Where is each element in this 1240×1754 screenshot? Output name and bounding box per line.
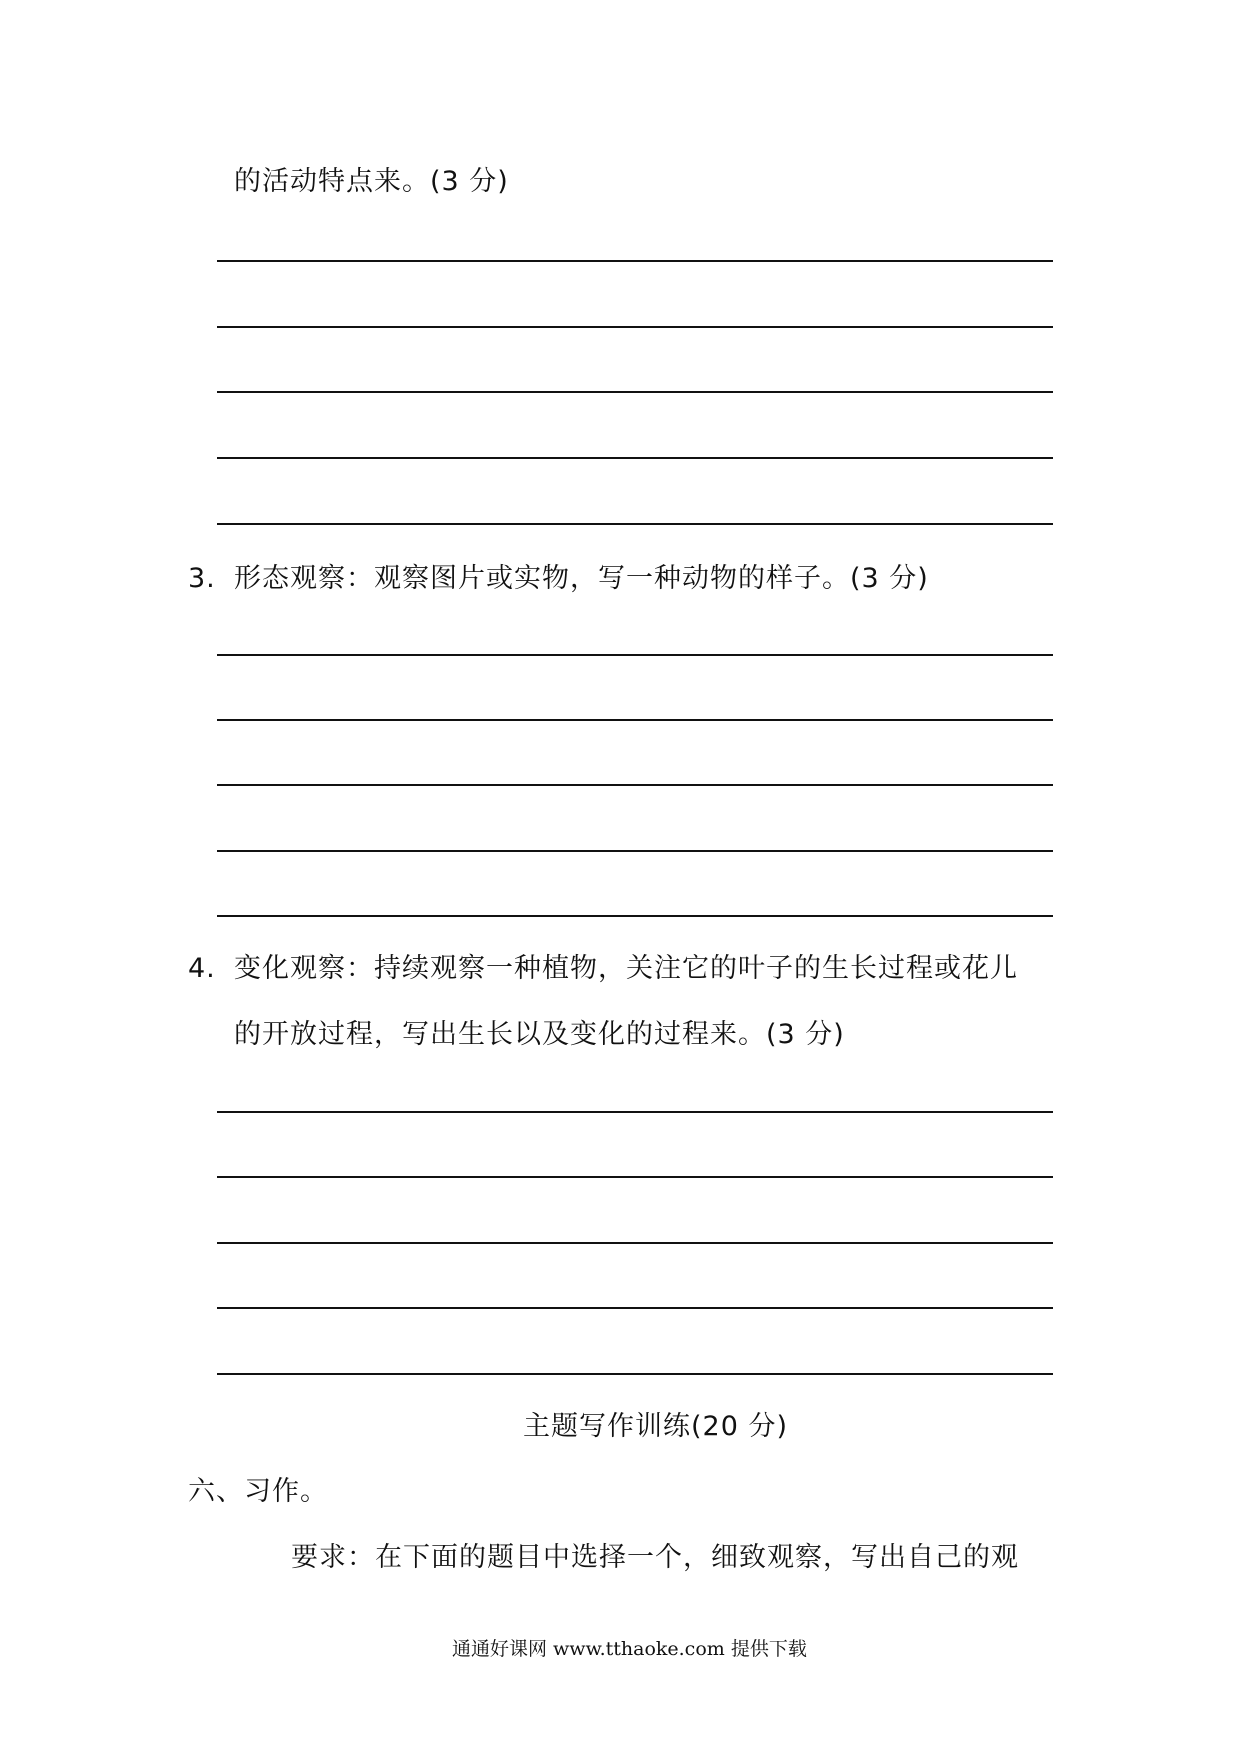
answer-line-q4-3[interactable] — [217, 1242, 1053, 1244]
q4-text-line1: 变化观察：持续观察一种植物，关注它的叶子的生长过程或花儿 — [234, 953, 1018, 984]
footer-text: 通通好课网 www.tthaoke.com 提供下载 — [452, 1638, 807, 1660]
section-title: 主题写作训练(20 分) — [523, 1411, 789, 1442]
q3-text: 形态观察：观察图片或实物，写一种动物的样子。(3 分) — [234, 563, 929, 594]
answer-line-q2-2[interactable] — [217, 326, 1053, 328]
answer-line-q2-3[interactable] — [217, 391, 1053, 393]
section-six-heading: 六、习作。 — [188, 1476, 328, 1507]
answer-line-q4-4[interactable] — [217, 1307, 1053, 1309]
answer-line-q3-2[interactable] — [217, 719, 1053, 721]
q4-number: 4. — [188, 953, 216, 984]
answer-line-q4-1[interactable] — [217, 1111, 1053, 1113]
answer-line-q3-1[interactable] — [217, 654, 1053, 656]
answer-line-q3-3[interactable] — [217, 784, 1053, 786]
answer-line-q4-5[interactable] — [217, 1373, 1053, 1375]
answer-line-q2-4[interactable] — [217, 457, 1053, 459]
answer-line-q4-2[interactable] — [217, 1176, 1053, 1178]
answer-line-q2-1[interactable] — [217, 260, 1053, 262]
q3-number: 3. — [188, 563, 216, 594]
answer-line-q2-5[interactable] — [217, 523, 1053, 525]
q4-text-line2: 的开放过程，写出生长以及变化的过程来。(3 分) — [234, 1019, 845, 1050]
q2-continuation: 的活动特点来。(3 分) — [234, 166, 509, 197]
answer-line-q3-4[interactable] — [217, 850, 1053, 852]
section-six-requirement: 要求：在下面的题目中选择一个，细致观察，写出自己的观 — [291, 1542, 1019, 1573]
answer-line-q3-5[interactable] — [217, 915, 1053, 917]
